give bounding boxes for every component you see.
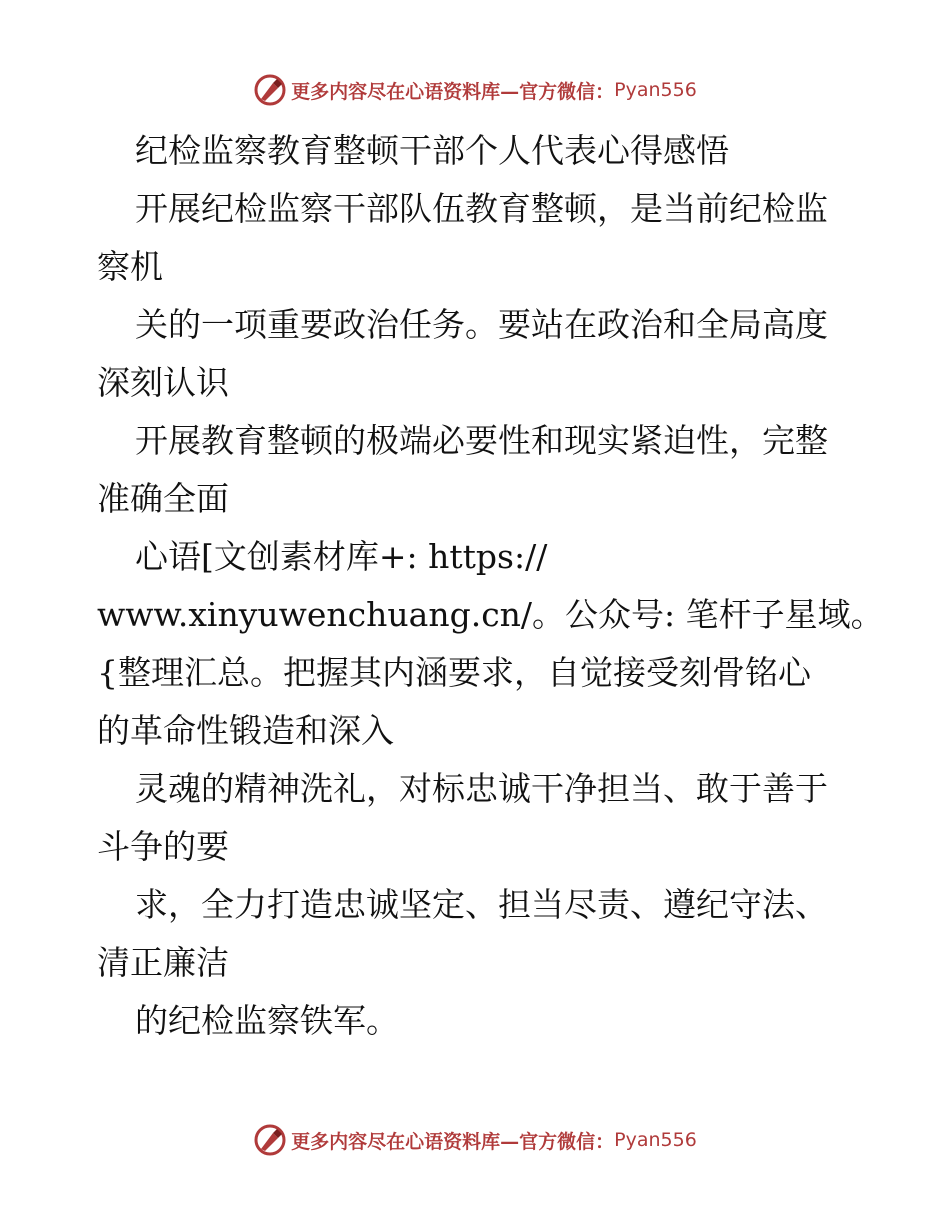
banner-contact: Pyan556 bbox=[614, 79, 697, 101]
document-title: 纪检监察教育整顿干部个人代表心得感悟 bbox=[135, 131, 729, 170]
text-line: 关的一项重要政治任务。要站在政治和全局高度 bbox=[135, 305, 828, 344]
text-line: 清正廉洁 bbox=[97, 943, 229, 982]
banner-contact: Pyan556 bbox=[614, 1129, 697, 1151]
text-line: 斗争的要 bbox=[97, 827, 229, 866]
text-line: 开展纪检监察干部队伍教育整顿，是当前纪检监 bbox=[135, 189, 828, 228]
document-body bbox=[97, 122, 884, 1050]
text-line: 开展教育整顿的极端必要性和现实紧迫性，完整 bbox=[135, 421, 828, 460]
footer-banner bbox=[0, 1120, 950, 1160]
pen-logo-icon bbox=[253, 1123, 287, 1157]
text-line: 深刻认识 bbox=[97, 363, 229, 402]
text-line: 察机 bbox=[97, 247, 163, 286]
text-line: 求，全力打造忠诚坚定、担当尽责、遵纪守法、 bbox=[135, 885, 828, 924]
banner-text: 更多内容尽在心语资料库—官方微信： bbox=[291, 80, 615, 103]
banner-text: 更多内容尽在心语资料库—官方微信： bbox=[291, 1130, 615, 1153]
text-line: www.xinyuwenchuang.cn/。公众号: 笔杆子星域。 bbox=[97, 595, 884, 634]
text-line: 心语[文创素材库+: https:// bbox=[135, 537, 548, 576]
text-line: 的纪检监察铁军。 bbox=[135, 1001, 399, 1040]
header-banner bbox=[0, 70, 950, 110]
text-line: {整理汇总。把握其内涵要求，自觉接受刻骨铭心 bbox=[97, 653, 811, 692]
text-line: 灵魂的精神洗礼，对标忠诚干净担当、敢于善于 bbox=[135, 769, 828, 808]
text-line: 的革命性锻造和深入 bbox=[97, 711, 394, 750]
pen-logo-icon bbox=[253, 73, 287, 107]
text-line: 准确全面 bbox=[97, 479, 229, 518]
